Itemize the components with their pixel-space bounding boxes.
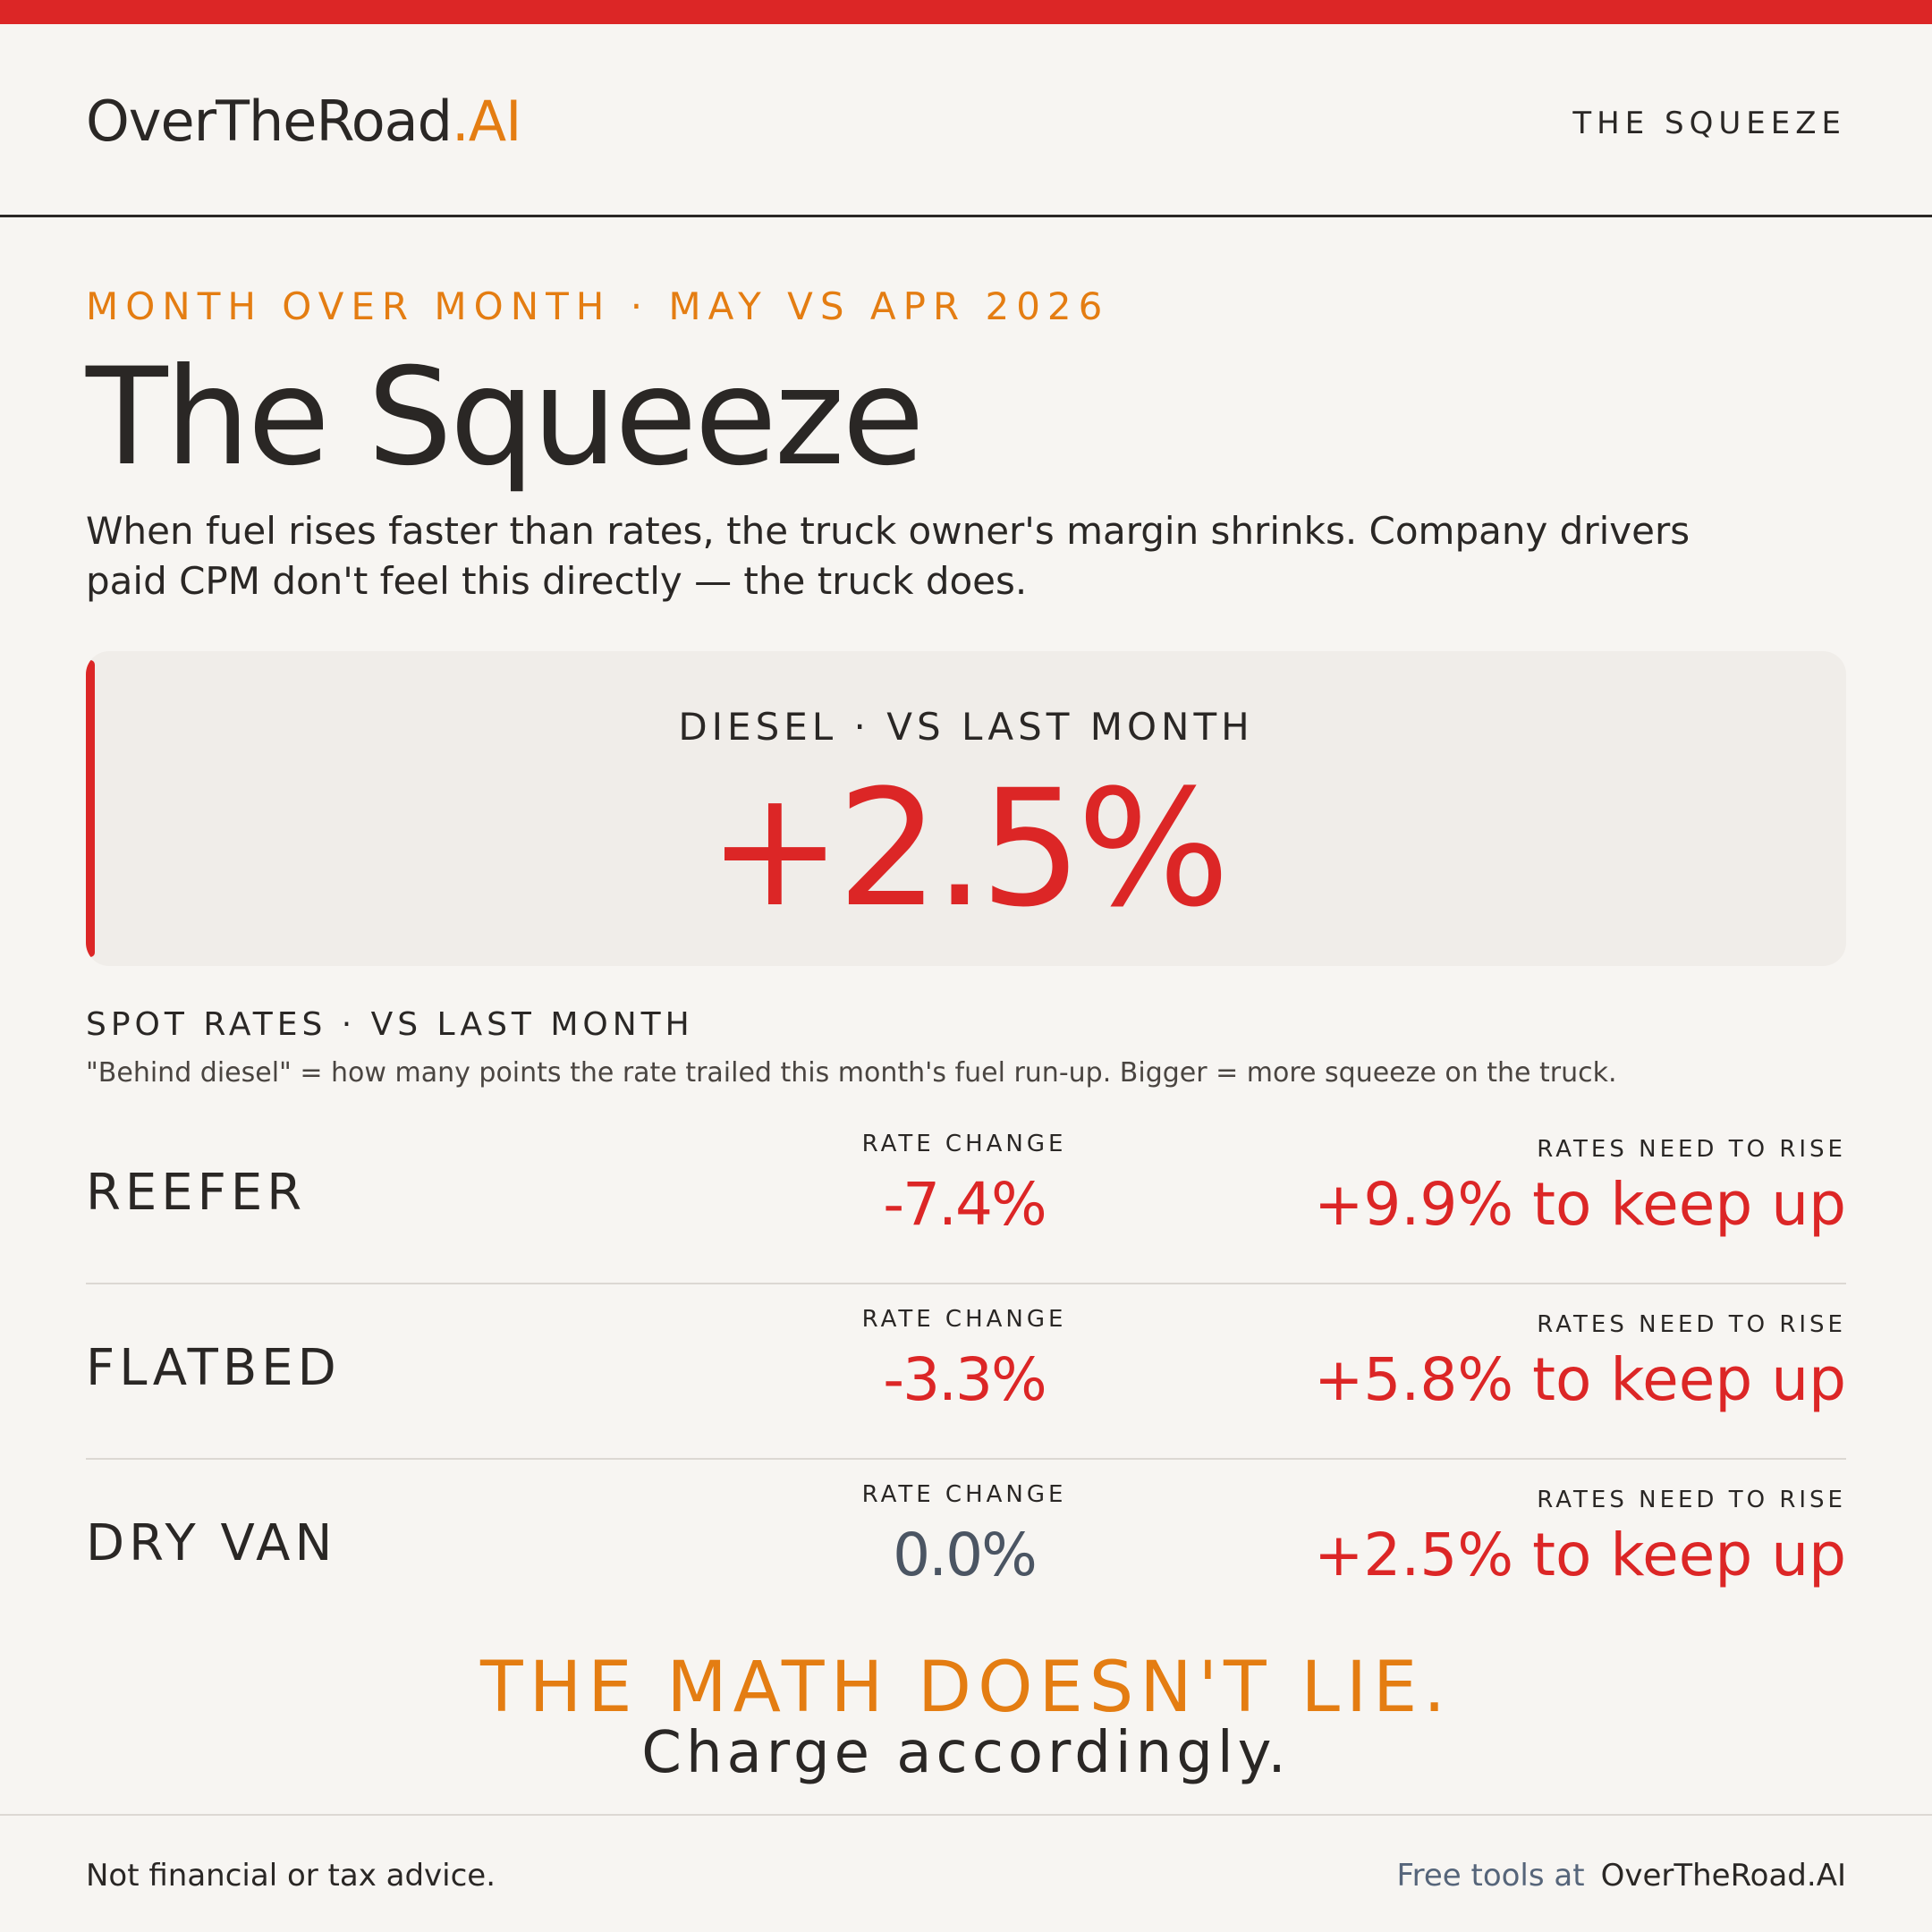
spot-rates-note: "Behind diesel" = how many points the rate trailed this month's fuel run-up. Bigger = more squeeze on the truck.: [86, 1057, 1617, 1089]
cta-subline: Charge accordingly.: [641, 1720, 1291, 1786]
row-name: REEFER: [86, 1164, 307, 1222]
rate-change-value: -7.4%: [883, 1170, 1046, 1239]
rate-change-label: RATE CHANGE: [861, 1306, 1067, 1333]
header: [0, 24, 1932, 217]
rates-need-label: RATES NEED TO RISE: [1537, 1136, 1846, 1163]
page-title: The Squeeze: [86, 340, 922, 496]
rate-row-flatbed: [86, 1284, 1846, 1460]
tools-prefix: Free tools at: [1396, 1858, 1585, 1894]
diesel-card: [86, 651, 1846, 966]
diesel-label: DIESEL · VS LAST MONTH: [678, 705, 1254, 749]
rate-row-dry-van: [86, 1460, 1846, 1635]
rate-change-label: RATE CHANGE: [861, 1131, 1067, 1157]
row-name: DRY VAN: [86, 1514, 337, 1572]
rates-need-value: +9.9% to keep up: [1314, 1170, 1846, 1239]
rate-change-value: -3.3%: [883, 1345, 1046, 1414]
logo-main: OverTheRoad: [86, 89, 453, 154]
rates-need-label: RATES NEED TO RISE: [1537, 1311, 1846, 1338]
disclaimer: Not financial or tax advice.: [86, 1858, 496, 1894]
tools-site-link[interactable]: OverTheRoad.AI: [1600, 1858, 1846, 1894]
rate-change-value: 0.0%: [893, 1521, 1036, 1589]
top-accent-bar: [0, 0, 1932, 24]
rates-need-value: +5.8% to keep up: [1314, 1345, 1846, 1414]
header-tag: THE SQUEEZE: [1572, 106, 1846, 141]
diesel-value: +2.5%: [707, 756, 1225, 943]
spot-rates-title: SPOT RATES · VS LAST MONTH: [86, 1006, 694, 1043]
cta-headline: THE MATH DOESN'T LIE.: [479, 1648, 1453, 1728]
footer-tools: [1396, 1858, 1846, 1894]
rates-need-value: +2.5% to keep up: [1314, 1521, 1846, 1589]
rate-change-label: RATE CHANGE: [861, 1481, 1067, 1508]
lede-text: When fuel rises faster than rates, the truck owner's margin shrinks. Company drivers paid CPM don't feel this directly — the truck does.: [86, 509, 1690, 603]
rates-need-label: RATES NEED TO RISE: [1537, 1487, 1846, 1513]
footer-divider: [0, 1814, 1932, 1816]
rate-row-reefer: [86, 1109, 1846, 1284]
brand-logo[interactable]: [86, 89, 521, 154]
eyebrow: MONTH OVER MONTH · MAY VS APR 2026: [86, 284, 1110, 328]
row-name: FLATBED: [86, 1339, 341, 1397]
logo-accent: .AI: [452, 89, 521, 154]
